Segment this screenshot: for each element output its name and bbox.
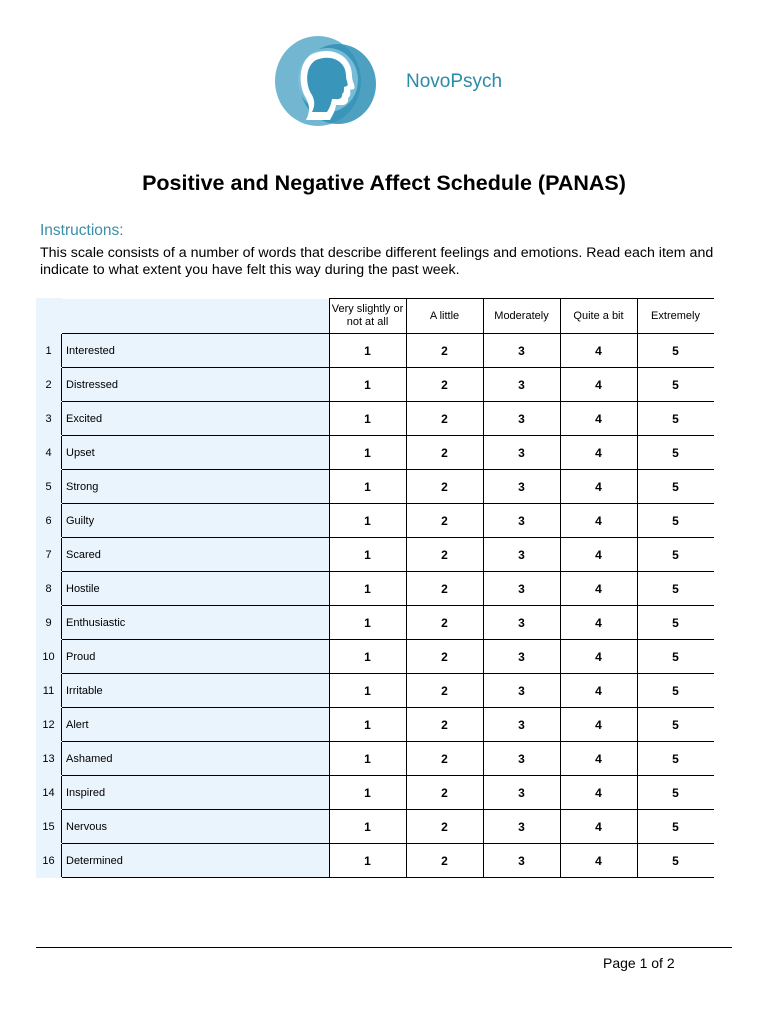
- rating-option-1[interactable]: 1: [329, 776, 406, 810]
- table-row: [36, 572, 714, 606]
- rating-option-1[interactable]: 1: [329, 572, 406, 606]
- table-body: [36, 334, 714, 878]
- rating-option-4[interactable]: 4: [560, 368, 637, 402]
- rating-option-3[interactable]: 3: [483, 538, 560, 572]
- rating-option-3[interactable]: 3: [483, 334, 560, 368]
- item-label: Upset: [62, 436, 330, 470]
- rating-option-5[interactable]: 5: [637, 368, 714, 402]
- rating-option-2[interactable]: 2: [406, 504, 483, 538]
- rating-option-5[interactable]: 5: [637, 844, 714, 878]
- rating-option-4[interactable]: 4: [560, 402, 637, 436]
- rating-option-2[interactable]: 2: [406, 334, 483, 368]
- rating-option-3[interactable]: 3: [483, 844, 560, 878]
- rating-option-3[interactable]: 3: [483, 742, 560, 776]
- rating-option-5[interactable]: 5: [637, 776, 714, 810]
- rating-option-3[interactable]: 3: [483, 470, 560, 504]
- rating-option-1[interactable]: 1: [329, 368, 406, 402]
- rating-option-5[interactable]: 5: [637, 436, 714, 470]
- table-row: [36, 538, 714, 572]
- item-label: Nervous: [62, 810, 330, 844]
- rating-option-5[interactable]: 5: [637, 742, 714, 776]
- rating-option-4[interactable]: 4: [560, 334, 637, 368]
- rating-option-1[interactable]: 1: [329, 470, 406, 504]
- item-number: 8: [36, 572, 62, 606]
- item-label: Enthusiastic: [62, 606, 330, 640]
- rating-option-1[interactable]: 1: [329, 708, 406, 742]
- item-number: 12: [36, 708, 62, 742]
- option-header: Very slightly or not at all: [329, 299, 406, 334]
- rating-option-3[interactable]: 3: [483, 776, 560, 810]
- rating-option-1[interactable]: 1: [329, 674, 406, 708]
- header-item-blank: [62, 299, 330, 334]
- rating-option-2[interactable]: 2: [406, 844, 483, 878]
- rating-option-3[interactable]: 3: [483, 368, 560, 402]
- item-number: 10: [36, 640, 62, 674]
- item-number: 4: [36, 436, 62, 470]
- rating-option-5[interactable]: 5: [637, 810, 714, 844]
- rating-option-1[interactable]: 1: [329, 606, 406, 640]
- rating-option-4[interactable]: 4: [560, 810, 637, 844]
- item-number: 16: [36, 844, 62, 878]
- rating-option-2[interactable]: 2: [406, 674, 483, 708]
- item-label: Guilty: [62, 504, 330, 538]
- item-number: 13: [36, 742, 62, 776]
- rating-option-4[interactable]: 4: [560, 844, 637, 878]
- item-label: Inspired: [62, 776, 330, 810]
- rating-option-5[interactable]: 5: [637, 708, 714, 742]
- item-label: Proud: [62, 640, 330, 674]
- rating-option-3[interactable]: 3: [483, 810, 560, 844]
- item-number: 5: [36, 470, 62, 504]
- table-row: [36, 742, 714, 776]
- rating-option-2[interactable]: 2: [406, 742, 483, 776]
- rating-option-5[interactable]: 5: [637, 402, 714, 436]
- rating-option-1[interactable]: 1: [329, 402, 406, 436]
- rating-option-3[interactable]: 3: [483, 572, 560, 606]
- table-row: [36, 674, 714, 708]
- rating-option-5[interactable]: 5: [637, 504, 714, 538]
- table-row: [36, 640, 714, 674]
- brand-name: NovoPsych: [406, 71, 503, 92]
- option-header: Extremely: [637, 299, 714, 334]
- item-number: 11: [36, 674, 62, 708]
- item-label: Distressed: [62, 368, 330, 402]
- rating-option-4[interactable]: 4: [560, 572, 637, 606]
- rating-option-4[interactable]: 4: [560, 708, 637, 742]
- header-number-blank: [36, 299, 62, 334]
- item-label: Irritable: [62, 674, 330, 708]
- table-row: [36, 606, 714, 640]
- rating-option-2[interactable]: 2: [406, 776, 483, 810]
- rating-option-3[interactable]: 3: [483, 504, 560, 538]
- rating-option-5[interactable]: 5: [637, 538, 714, 572]
- item-label: Strong: [62, 470, 330, 504]
- item-number: 6: [36, 504, 62, 538]
- item-label: Interested: [62, 334, 330, 368]
- table-row: [36, 402, 714, 436]
- item-number: 9: [36, 606, 62, 640]
- rating-option-1[interactable]: 1: [329, 504, 406, 538]
- rating-option-2[interactable]: 2: [406, 368, 483, 402]
- rating-option-1[interactable]: 1: [329, 640, 406, 674]
- rating-option-3[interactable]: 3: [483, 606, 560, 640]
- item-label: Alert: [62, 708, 330, 742]
- rating-option-5[interactable]: 5: [637, 470, 714, 504]
- table-row: [36, 368, 714, 402]
- item-label: Excited: [62, 402, 330, 436]
- item-label: Ashamed: [62, 742, 330, 776]
- rating-option-5[interactable]: 5: [637, 572, 714, 606]
- rating-option-2[interactable]: 2: [406, 402, 483, 436]
- rating-option-3[interactable]: 3: [483, 640, 560, 674]
- table-row: [36, 810, 714, 844]
- option-header: Quite a bit: [560, 299, 637, 334]
- table-row: [36, 470, 714, 504]
- item-number: 15: [36, 810, 62, 844]
- rating-option-2[interactable]: 2: [406, 572, 483, 606]
- footer-divider: [36, 947, 732, 948]
- head-silhouette-logo-icon: [272, 34, 380, 130]
- rating-option-3[interactable]: 3: [483, 402, 560, 436]
- rating-option-4[interactable]: 4: [560, 674, 637, 708]
- item-label: Hostile: [62, 572, 330, 606]
- rating-option-4[interactable]: 4: [560, 640, 637, 674]
- table-header-row: [36, 299, 714, 334]
- rating-option-4[interactable]: 4: [560, 606, 637, 640]
- option-header: Moderately: [483, 299, 560, 334]
- item-label: Scared: [62, 538, 330, 572]
- table-row: [36, 334, 714, 368]
- item-number: 14: [36, 776, 62, 810]
- rating-option-2[interactable]: 2: [406, 470, 483, 504]
- rating-option-2[interactable]: 2: [406, 810, 483, 844]
- instructions-heading: Instructions:: [40, 222, 124, 239]
- item-number: 2: [36, 368, 62, 402]
- option-header: A little: [406, 299, 483, 334]
- page-title: Positive and Negative Affect Schedule (PANAS): [142, 171, 626, 195]
- rating-option-3[interactable]: 3: [483, 674, 560, 708]
- rating-option-3[interactable]: 3: [483, 436, 560, 470]
- table-row: [36, 844, 714, 878]
- rating-option-4[interactable]: 4: [560, 742, 637, 776]
- rating-option-4[interactable]: 4: [560, 470, 637, 504]
- rating-option-4[interactable]: 4: [560, 538, 637, 572]
- rating-option-1[interactable]: 1: [329, 844, 406, 878]
- table-row: [36, 504, 714, 538]
- rating-option-2[interactable]: 2: [406, 436, 483, 470]
- rating-option-4[interactable]: 4: [560, 504, 637, 538]
- rating-option-5[interactable]: 5: [637, 606, 714, 640]
- rating-option-2[interactable]: 2: [406, 606, 483, 640]
- rating-option-4[interactable]: 4: [560, 776, 637, 810]
- item-number: 7: [36, 538, 62, 572]
- rating-option-2[interactable]: 2: [406, 538, 483, 572]
- item-number: 3: [36, 402, 62, 436]
- rating-option-2[interactable]: 2: [406, 708, 483, 742]
- rating-option-1[interactable]: 1: [329, 436, 406, 470]
- table-row: [36, 708, 714, 742]
- table-row: [36, 436, 714, 470]
- instructions-text: This scale consists of a number of words that describe different feelings and emotions. Read each item and indicate to what extent you have felt this way during the past week.: [40, 245, 714, 278]
- panas-rating-table: [36, 298, 714, 878]
- rating-option-3[interactable]: 3: [483, 708, 560, 742]
- item-label: Determined: [62, 844, 330, 878]
- rating-option-5[interactable]: 5: [637, 334, 714, 368]
- rating-option-2[interactable]: 2: [406, 640, 483, 674]
- page-number: Page 1 of 2: [603, 955, 675, 971]
- table-row: [36, 776, 714, 810]
- rating-option-1[interactable]: 1: [329, 334, 406, 368]
- rating-option-1[interactable]: 1: [329, 538, 406, 572]
- item-number: 1: [36, 334, 62, 368]
- rating-option-4[interactable]: 4: [560, 436, 637, 470]
- rating-option-5[interactable]: 5: [637, 640, 714, 674]
- rating-option-5[interactable]: 5: [637, 674, 714, 708]
- rating-option-1[interactable]: 1: [329, 810, 406, 844]
- rating-option-1[interactable]: 1: [329, 742, 406, 776]
